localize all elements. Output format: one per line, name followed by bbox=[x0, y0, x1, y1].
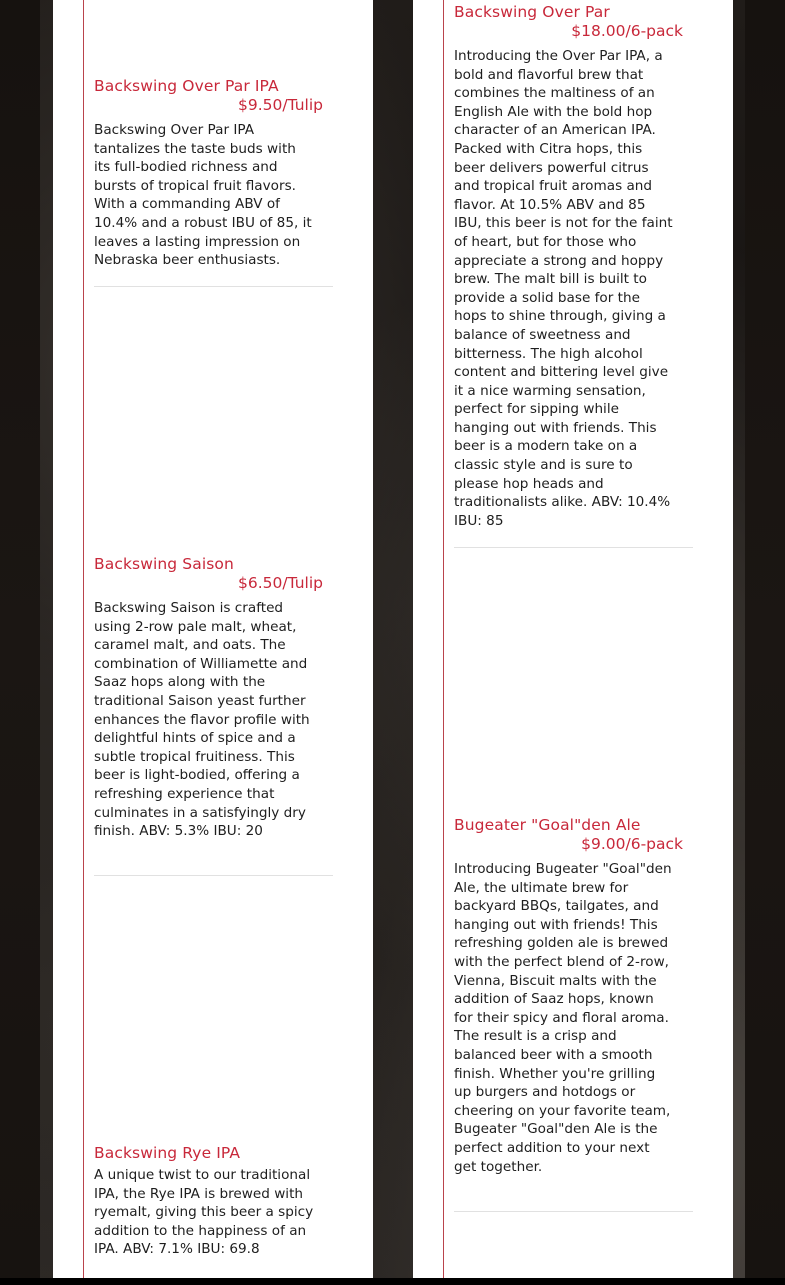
item-divider bbox=[94, 875, 333, 876]
item-title: Backswing Saison bbox=[94, 555, 234, 573]
item-divider bbox=[94, 286, 333, 287]
bottom-bar bbox=[0, 1278, 785, 1285]
menu-item-backswing-saison bbox=[94, 555, 333, 841]
column-accent-line bbox=[443, 0, 444, 1278]
item-divider bbox=[454, 1211, 693, 1212]
item-price: $9.50/Tulip bbox=[238, 96, 323, 114]
item-divider bbox=[454, 547, 693, 548]
menu-item-backswing-over-par-ipa bbox=[94, 77, 333, 270]
menu-item-backswing-over-par bbox=[454, 3, 693, 530]
item-title: Bugeater "Goal"den Ale bbox=[454, 816, 641, 834]
item-description: Introducing Bugeater "Goal"den Ale, the ultimate brew for backyard BBQs, tailgates, and hanging out with friends! This refreshing golden ale is brewed with the perfect blend of 2-row, Vienna, Biscuit malts with the addition of Saaz hops, known for their spicy and floral aroma. The result is a crisp and balanced beer with a smooth finish. Whether you're grilling up burgers and hotdogs or cheering on your favorite team, Bugeater "Goal"den Ale is the perfect addition to your next get together. bbox=[454, 861, 672, 1175]
menu-item-bugeater-goalden-ale bbox=[454, 816, 693, 1176]
background-right-edge bbox=[745, 0, 785, 1278]
menu-item-backswing-rye-ipa bbox=[94, 1144, 333, 1259]
item-description: Backswing Saison is crafted using 2-row pale malt, wheat, caramel malt, and oats. The combination of Williamette and Saaz hops along with the traditional Saison yeast further enhances the flavor profile with delightful hints of spice and a subtle tropical fruitiness. This beer is light-bodied, offering a refreshing experience that culminates in a satisfyingly dry finish. ABV: 5.3% IBU: 20 bbox=[94, 600, 310, 840]
item-price: $18.00/6-pack bbox=[571, 22, 683, 40]
background-left-edge bbox=[0, 0, 40, 1278]
menu-column-right bbox=[413, 0, 733, 1278]
column-accent-line bbox=[83, 0, 84, 1278]
item-title: Backswing Over Par bbox=[454, 3, 610, 21]
menu-column-left bbox=[53, 0, 373, 1278]
item-description: Introducing the Over Par IPA, a bold and flavorful brew that combines the maltiness of an English Ale with the bold hop character of an American IPA. Packed with Citra hops, this beer delivers powerful citrus and tropical fruit aromas and flavor. At 10.5% ABV and 85 IBU, this beer is not for the faint of heart, but for those who appreciate a strong and hoppy brew. The malt bill is built to provide a solid base for the hops to shine through, giving a balance of sweetness and bitterness. The high alcohol content and bittering level give it a nice warming sensation, perfect for sipping while hanging out with friends. This beer is a modern take on a classic style and is sure to please hop heads and traditionalists alike. ABV: 10.4% IBU: 85 bbox=[454, 48, 673, 529]
item-title: Backswing Rye IPA bbox=[94, 1144, 241, 1162]
item-description: Backswing Over Par IPA tantalizes the taste buds with its full-bodied richness and bursts of tropical fruit flavors. With a commanding ABV of 10.4% and a robust IBU of 85, it leaves a lasting impression on Nebraska beer enthusiasts. bbox=[94, 122, 312, 269]
item-title: Backswing Over Par IPA bbox=[94, 77, 279, 95]
item-description: A unique twist to our traditional IPA, the Rye IPA is brewed with ryemalt, giving this beer a spicy addition to the happiness of an IPA. ABV: 7.1% IBU: 69.8 bbox=[94, 1167, 314, 1258]
item-price: $9.00/6-pack bbox=[581, 835, 683, 853]
item-price: $6.50/Tulip bbox=[238, 574, 323, 592]
